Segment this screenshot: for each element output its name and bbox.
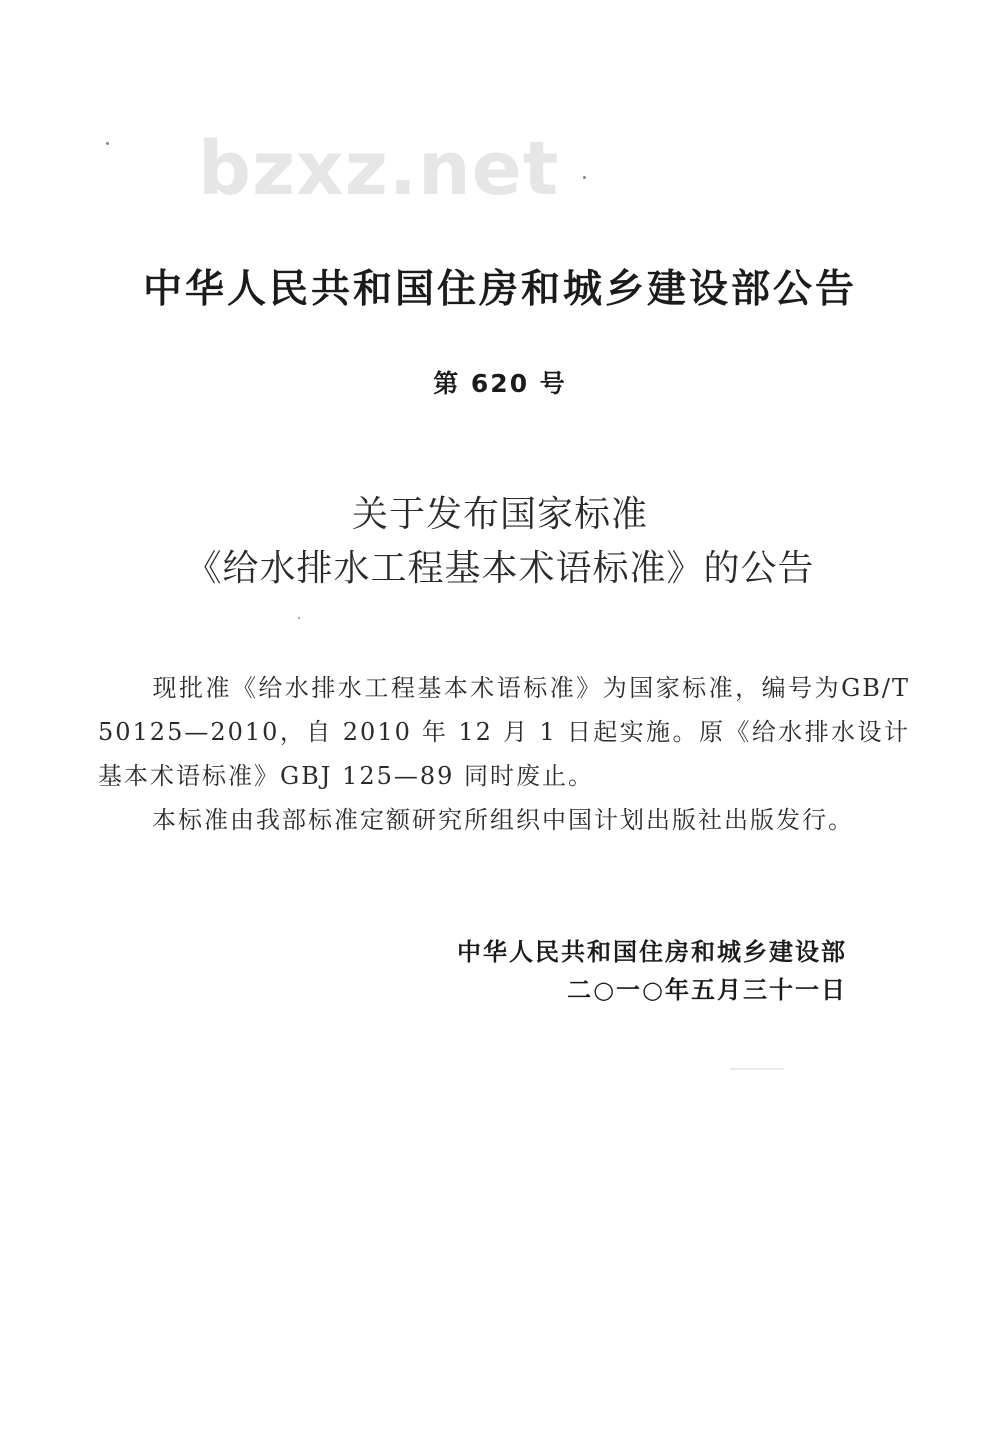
issuer-title: 中华人民共和国住房和城乡建设部公告 [142, 267, 857, 312]
notice-number: 第 620 号 [433, 369, 567, 398]
paragraph-1-text: 现批准《给水排水工程基本术语标准》为国家标准，编号为GB/T 50125—2010，自 2010 年 12 月 1 日起实施。原《给水排水设计基本术语标准》GBJ 125—89 同时废止。 [98, 674, 910, 790]
scan-speck [583, 176, 586, 179]
scan-mark [730, 1068, 784, 1070]
signature-date: 二○一○年五月三十一日 [567, 976, 847, 1004]
signature-issuer: 中华人民共和国住房和城乡建设部 [457, 938, 847, 966]
scan-speck [106, 142, 109, 145]
paragraph-2-text: 本标准由我部标准定额研究所组织中国计划出版社出版发行。 [152, 806, 854, 834]
watermark-logo: bzxz.net [198, 126, 560, 212]
subject-line-2: 《给水排水工程基本术语标准》的公告 [185, 548, 815, 589]
body-paragraph-1 [98, 666, 910, 798]
subject-line-1: 关于发布国家标准 [351, 494, 648, 535]
scan-speck [298, 617, 300, 619]
body-paragraph-2 [98, 798, 910, 842]
